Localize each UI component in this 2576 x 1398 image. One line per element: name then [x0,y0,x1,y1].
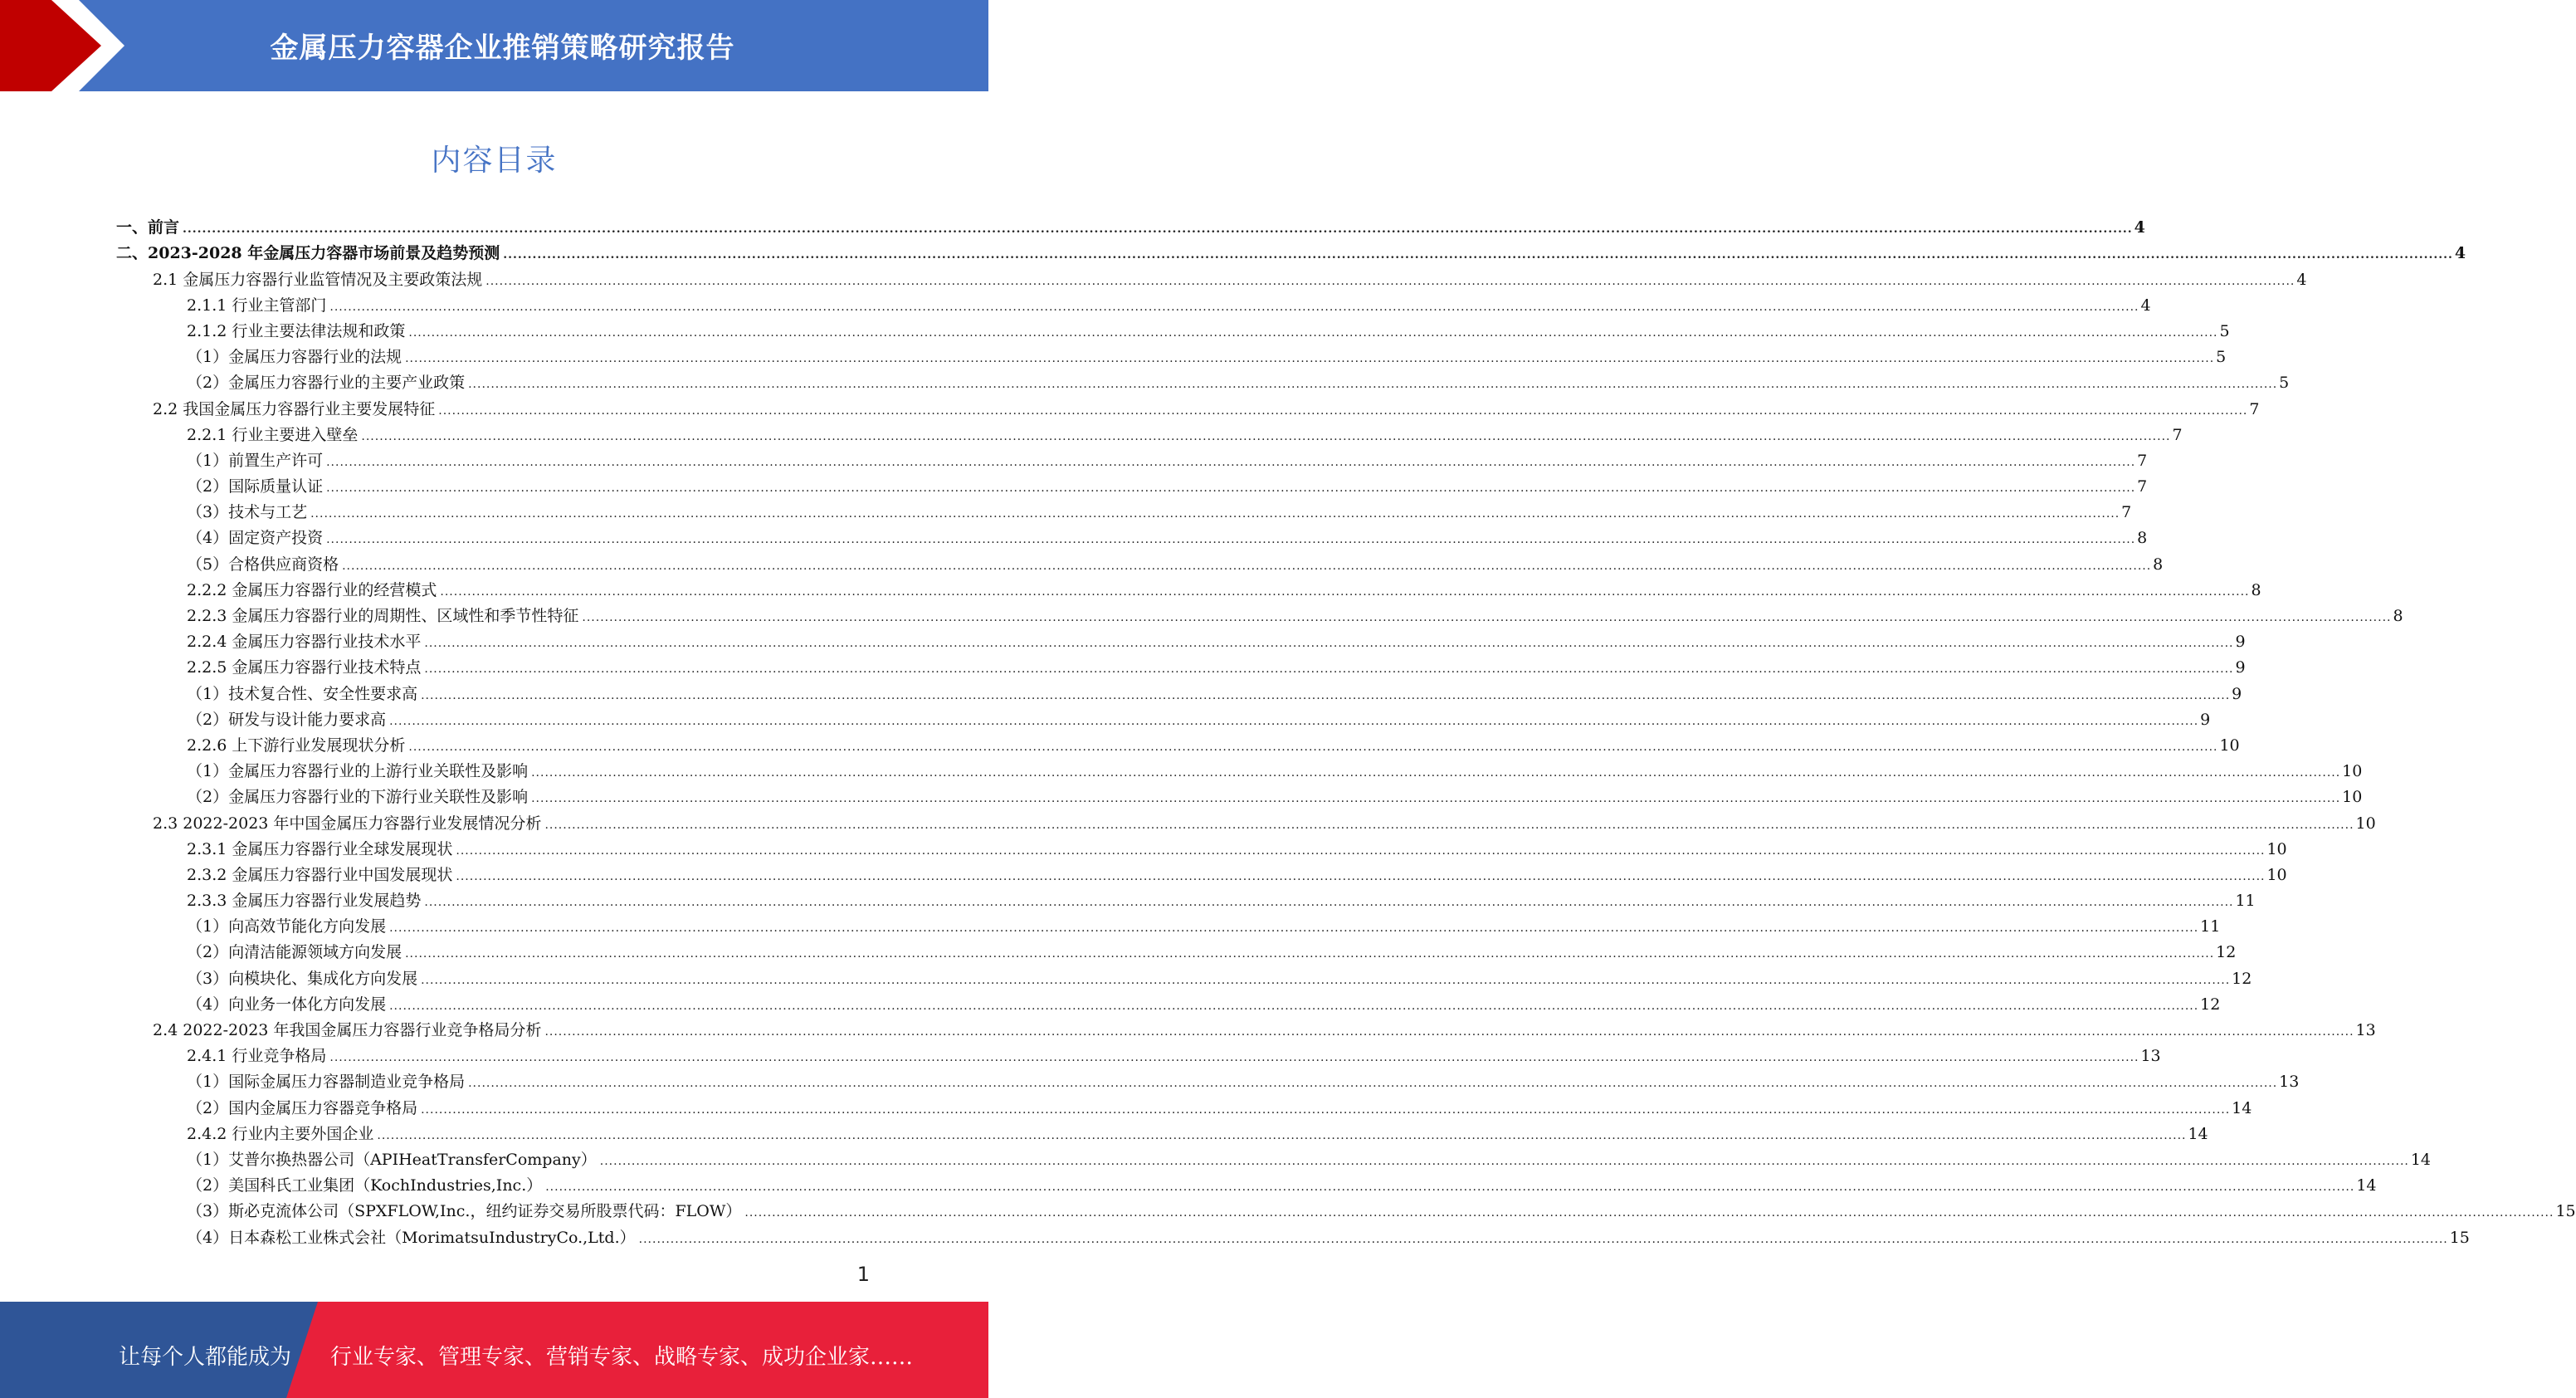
toc-entry-page: 5 [2216,348,2227,367]
toc-leader-dots: ................................................................................................................................................................................................................................................................................................................................................................................................................ [545,1180,2355,1195]
toc-entry-page: 13 [2355,1021,2376,1039]
toc-leader-dots: ................................................................................................................................................................................................................................................................................................................................................................................................................ [438,403,2248,418]
toc-leader-dots: ................................................................................................................................................................................................................................................................................................................................................................................................................ [421,688,2231,702]
toc-entry-page: 14 [2232,1098,2252,1117]
toc-leader-dots: ................................................................................................................................................................................................................................................................................................................................................................................................................ [421,973,2231,987]
toc-leader-dots: ................................................................................................................................................................................................................................................................................................................................................................................................................ [389,921,2199,936]
toc-entry-page: 5 [2279,374,2290,393]
footer-banner [0,1302,988,1398]
toc-entry[interactable] [116,316,2230,342]
toc-leader-dots: ................................................................................................................................................................................................................................................................................................................................................................................................................ [183,222,2133,237]
toc-entry-label: 2.1.1 行业主管部门 [187,296,327,315]
toc-entry-label: （3）向模块化、集成化方向发展 [187,969,418,988]
toc-entry-label: 2.3 2022-2023 年中国金属压力容器行业发展情况分析 [153,814,542,833]
header-banner [0,0,988,91]
toc-entry-label: 2.3.1 金属压力容器行业全球发展现状 [187,839,453,858]
toc-entry-page: 12 [2232,969,2252,988]
toc-entry-page: 10 [2355,814,2376,833]
toc-entry-page: 8 [2251,580,2261,599]
toc-entry[interactable] [116,705,2211,731]
toc-entry-label: （2）美国科氏工业集团（KochIndustries,Inc.） [187,1176,543,1195]
toc-leader-dots: ................................................................................................................................................................................................................................................................................................................................................................................................................ [310,507,2120,521]
toc-entry[interactable] [116,523,2148,549]
toc-entry-page: 8 [2153,555,2164,574]
toc-leader-dots: ................................................................................................................................................................................................................................................................................................................................................................................................................ [456,869,2266,883]
toc-entry[interactable] [116,575,2261,601]
toc-entry-label: 2.4 2022-2023 年我国金属压力容器行业竞争格局分析 [153,1021,542,1039]
toc-leader-dots: ................................................................................................................................................................................................................................................................................................................................................................................................................ [638,1232,2448,1246]
toc-entry-label: 2.2.2 金属压力容器行业的经营模式 [187,580,437,599]
toc-entry[interactable] [116,264,2307,290]
toc-leader-dots: ................................................................................................................................................................................................................................................................................................................................................................................................................ [342,559,2152,573]
toc-leader-dots: ................................................................................................................................................................................................................................................................................................................................................................................................................ [421,1102,2231,1117]
toc-entry-label: 一、前言 [116,218,180,237]
toc-entry-page: 9 [2232,684,2242,703]
toc-entry-label: 2.2.1 行业主要进入壁垒 [187,425,359,444]
toc-entry-label: 2.1 金属压力容器行业监管情况及主要政策法规 [153,270,483,289]
toc-leader-dots: ................................................................................................................................................................................................................................................................................................................................................................................................................ [744,1206,2554,1220]
toc-entry-label: （2）国际质量认证 [187,477,324,496]
toc-entry[interactable] [116,963,2252,989]
toc-leader-dots: ................................................................................................................................................................................................................................................................................................................................................................................................................ [582,611,2392,624]
toc-leader-dots: ................................................................................................................................................................................................................................................................................................................................................................................................................ [329,300,2139,314]
toc-entry-label: （1）国际金属压力容器制造业竞争格局 [187,1073,466,1092]
toc-entry[interactable] [116,213,2145,238]
toc-leader-dots: ................................................................................................................................................................................................................................................................................................................................................................................................................ [424,896,2234,910]
toc-entry-label: 2.1.2 行业主要法律法规和政策 [187,321,406,340]
toc-leader-dots: ................................................................................................................................................................................................................................................................................................................................................................................................................ [408,740,2218,754]
toc-entry[interactable] [116,1119,2208,1145]
toc-entry-label: 2.3.2 金属压力容器行业中国发展现状 [187,865,453,884]
toc-entry-page: 7 [2137,477,2148,496]
toc-leader-dots: ................................................................................................................................................................................................................................................................................................................................................................................................................ [531,766,2341,780]
toc-entry[interactable] [116,860,2287,886]
toc-leader-dots: ................................................................................................................................................................................................................................................................................................................................................................................................................ [424,662,2234,677]
toc-entry-page: 12 [2200,995,2221,1014]
toc-entry-label: （2）金属压力容器行业的主要产业政策 [187,374,466,393]
toc-entry[interactable] [116,342,2227,368]
toc-entry-page: 12 [2216,943,2237,962]
toc-entry-page: 9 [2200,710,2211,729]
toc-entry[interactable] [116,420,2183,446]
toc-entry-page: 9 [2235,633,2246,652]
toc-entry[interactable] [116,1041,2161,1067]
toc-entry[interactable] [116,238,2466,264]
toc-entry-label: 2.4.2 行业内主要外国企业 [187,1124,374,1143]
toc-leader-dots: ................................................................................................................................................................................................................................................................................................................................................................................................................ [326,481,2136,496]
toc-entry[interactable] [116,834,2287,860]
toc-leader-dots: ................................................................................................................................................................................................................................................................................................................................................................................................................ [468,1077,2278,1091]
toc-leader-dots: ................................................................................................................................................................................................................................................................................................................................................................................................................ [456,843,2266,858]
toc-entry[interactable] [116,937,2237,963]
toc-entry-label: 2.3.3 金属压力容器行业发展趋势 [187,892,422,911]
toc-entry-label: 2.2.6 上下游行业发展现状分析 [187,736,406,755]
toc-entry[interactable] [116,731,2240,756]
toc-entry-page: 10 [2342,788,2363,807]
toc-entry[interactable] [116,627,2246,653]
toc-entry-label: 2.4.1 行业竞争格局 [187,1047,327,1066]
page-number: 1 [856,1263,870,1286]
toc-entry-label: （4）固定资产投资 [187,529,324,548]
toc-entry-page: 4 [2134,218,2145,237]
toc-leader-dots: ................................................................................................................................................................................................................................................................................................................................................................................................................ [326,455,2136,469]
toc-entry[interactable] [116,1222,2470,1248]
toc-entry-label: （1）金属压力容器行业的上游行业关联性及影响 [187,762,529,781]
toc-entry-page: 10 [2266,865,2287,884]
toc-leader-dots: ................................................................................................................................................................................................................................................................................................................................................................................................................ [503,248,2453,262]
toc-entry-page: 15 [2449,1228,2470,1247]
toc-entry-label: （4）日本森松工业株式会社（MorimatsuIndustryCo.,Ltd.） [187,1228,636,1247]
toc-entry-label: （2）国内金属压力容器竞争格局 [187,1098,418,1117]
toc-entry[interactable] [116,291,2151,316]
toc-entry[interactable] [116,1067,2300,1092]
toc-entry-page: 10 [2219,736,2240,755]
toc-entry-label: （1）向高效节能化方向发展 [187,917,387,936]
toc-entry-label: （5）合格供应商资格 [187,555,339,574]
toc-entry-page: 4 [2140,296,2151,315]
toc-entry-page: 4 [2454,244,2466,263]
toc-entry[interactable] [116,393,2260,419]
toc-leader-dots: ................................................................................................................................................................................................................................................................................................................................................................................................................ [424,637,2234,651]
header-title: 金属压力容器企业推销策略研究报告 [270,32,735,65]
toc-entry[interactable] [116,1171,2377,1196]
toc-entry-page: 14 [2410,1150,2432,1169]
toc-entry[interactable] [116,1015,2376,1041]
toc-entry-label: （4）向业务一体化方向发展 [187,995,387,1014]
toc-leader-dots: ................................................................................................................................................................................................................................................................................................................................................................................................................ [544,1025,2354,1039]
toc-entry[interactable] [116,1196,2576,1222]
toc-entry[interactable] [116,497,2132,523]
toc-leader-dots: ................................................................................................................................................................................................................................................................................................................................................................................................................ [485,274,2295,288]
toc-entry-page: 10 [2266,839,2287,858]
footer-slogan-right: 行业专家、管理专家、营销专家、战略专家、成功企业家…… [330,1345,914,1370]
toc-entry-page: 8 [2393,607,2403,625]
toc-entry-page: 11 [2200,917,2221,936]
toc-entry[interactable] [116,990,2221,1015]
toc-leader-dots: ................................................................................................................................................................................................................................................................................................................................................................................................................ [531,792,2341,806]
toc-entry-page: 4 [2296,270,2307,289]
toc-entry-label: 2.2 我国金属压力容器行业主要发展特征 [153,399,436,418]
toc-leader-dots: ................................................................................................................................................................................................................................................................................................................................................................................................................ [440,584,2250,599]
toc-entry[interactable] [116,653,2246,678]
toc-entry-label: （1）金属压力容器行业的法规 [187,348,402,367]
toc-entry-label: 2.2.5 金属压力容器行业技术特点 [187,658,422,677]
toc-entry-page: 9 [2235,658,2246,677]
toc-entry-page: 13 [2140,1047,2161,1066]
toc-leader-dots: ................................................................................................................................................................................................................................................................................................................................................................................................................ [405,352,2215,366]
toc-entry-label: （1）前置生产许可 [187,451,324,470]
toc-leader-dots: ................................................................................................................................................................................................................................................................................................................................................................................................................ [329,1051,2139,1065]
toc-entry[interactable] [116,782,2363,808]
toc-entry[interactable] [116,368,2290,393]
toc-entry[interactable] [116,808,2376,833]
toc-entry-page: 8 [2137,529,2148,548]
toc-entry-label: 2.2.4 金属压力容器行业技术水平 [187,633,422,652]
toc-entry[interactable] [116,601,2403,627]
toc-leader-dots: ................................................................................................................................................................................................................................................................................................................................................................................................................ [389,999,2199,1013]
toc-entry-page: 7 [2249,399,2260,418]
toc-entry-label: （2）向清洁能源领域方向发展 [187,943,402,962]
toc-leader-dots: ................................................................................................................................................................................................................................................................................................................................................................................................................ [544,818,2354,832]
toc-leader-dots: ................................................................................................................................................................................................................................................................................................................................................................................................................ [361,429,2171,443]
toc-leader-dots: ................................................................................................................................................................................................................................................................................................................................................................................................................ [326,533,2136,547]
toc-entry-label: （3）斯必克流体公司（SPXFLOW,Inc.，纽约证券交易所股票代码：FLOW） [187,1202,742,1221]
toc-entry-label: （1）技术复合性、安全性要求高 [187,684,418,703]
table-of-contents [116,213,2576,1249]
toc-entry[interactable] [116,446,2148,472]
toc-entry-label: （2）研发与设计能力要求高 [187,710,387,729]
toc-leader-dots: ................................................................................................................................................................................................................................................................................................................................................................................................................ [408,325,2218,340]
toc-entry-page: 14 [2356,1176,2377,1195]
toc-entry[interactable] [116,472,2148,497]
toc-entry[interactable] [116,756,2363,782]
toc-leader-dots: ................................................................................................................................................................................................................................................................................................................................................................................................................ [405,947,2215,961]
toc-leader-dots: ................................................................................................................................................................................................................................................................................................................................................................................................................ [377,1128,2187,1142]
toc-entry-page: 5 [2219,321,2230,340]
toc-entry[interactable] [116,1092,2252,1118]
toc-entry-page: 7 [2172,425,2183,444]
toc-entry-label: 二、2023-2028 年金属压力容器市场前景及趋势预测 [116,244,500,263]
toc-leader-dots: ................................................................................................................................................................................................................................................................................................................................................................................................................ [468,378,2278,392]
toc-entry-page: 10 [2342,762,2363,781]
toc-title: 内容目录 [431,144,558,178]
toc-entry-page: 14 [2188,1124,2208,1143]
toc-entry-page: 7 [2121,503,2132,522]
toc-entry-page: 13 [2279,1073,2300,1092]
toc-entry-label: （3）技术与工艺 [187,503,308,522]
toc-entry[interactable] [116,886,2256,912]
toc-entry[interactable] [116,1145,2432,1171]
toc-entry[interactable] [116,678,2242,704]
toc-entry[interactable] [116,549,2164,574]
footer-slogan-left: 让每个人都能成为 [119,1345,292,1370]
toc-entry-label: （1）艾普尔换热器公司（APIHeatTransferCompany） [187,1150,597,1169]
toc-leader-dots: ................................................................................................................................................................................................................................................................................................................................................................................................................ [599,1154,2409,1168]
toc-entry-page: 11 [2235,892,2256,911]
toc-entry[interactable] [116,912,2221,937]
toc-entry-page: 7 [2137,451,2148,470]
toc-entry-page: 15 [2555,1202,2576,1221]
toc-entry-label: （2）金属压力容器行业的下游行业关联性及影响 [187,788,529,807]
toc-entry-label: 2.2.3 金属压力容器行业的周期性、区域性和季节性特征 [187,607,579,625]
toc-leader-dots: ................................................................................................................................................................................................................................................................................................................................................................................................................ [389,714,2199,728]
